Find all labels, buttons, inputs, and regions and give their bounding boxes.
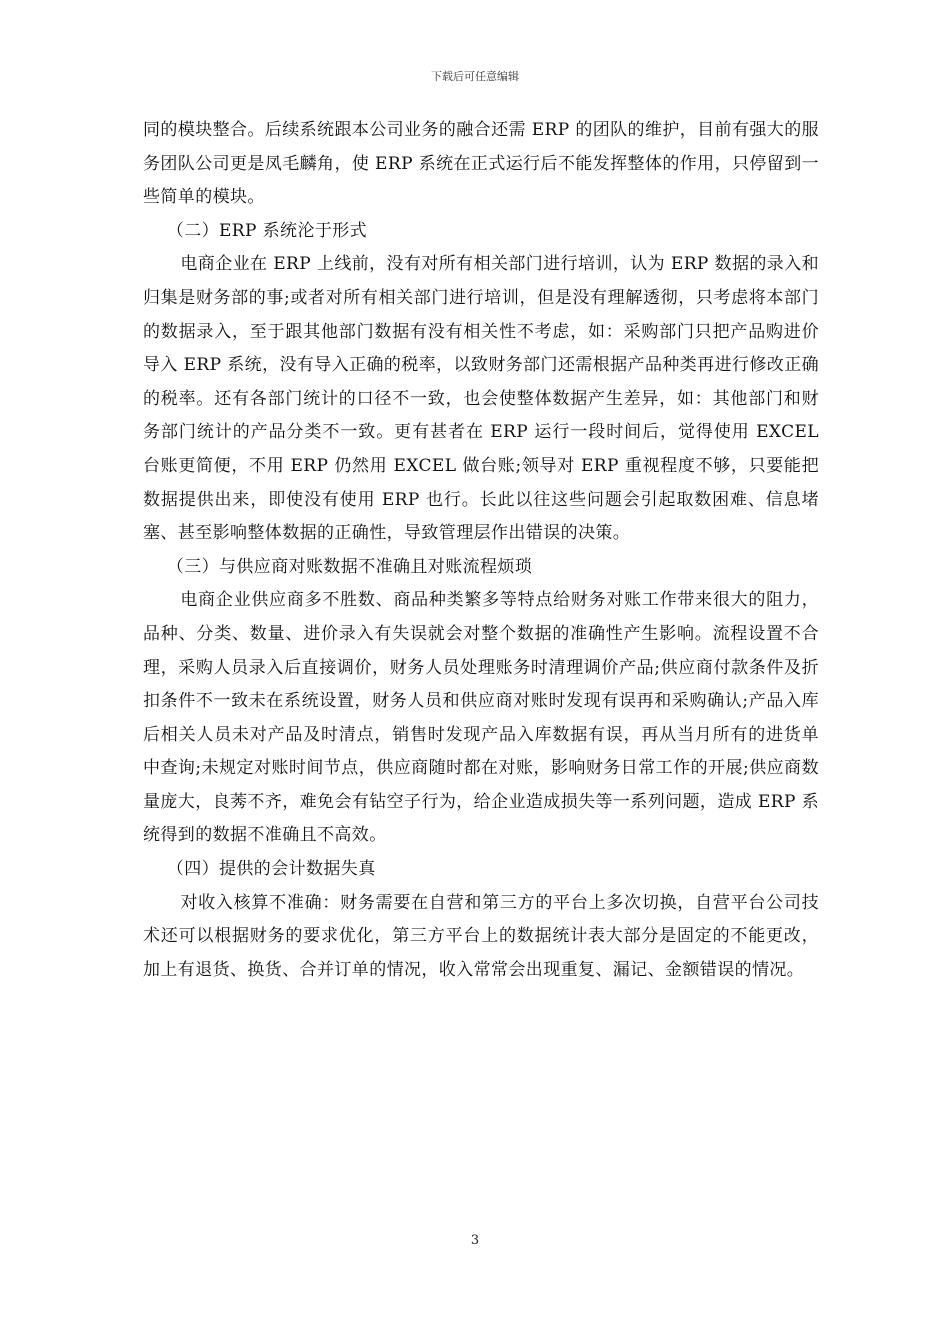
page-header: 下载后可任意编辑 xyxy=(431,70,519,83)
page-number: 3 xyxy=(470,1233,480,1248)
section-heading-2: （二）ERP 系统沦于形式 xyxy=(166,220,368,241)
section-heading-4: （四）提供的会计数据失真 xyxy=(166,859,376,880)
paragraph-supplier-reconciliation: 电商企业供应商多不胜数、商品种类繁多等特点给财务对账工作带来很大的阻力，品种、分类、数量、进价录入有失误就会对整个数据的准确性产生影响。流程设置不合理，采购人员录入后直接调价，财务人员处理账务时清理调价产品;供应商付款条件及折扣条件不一致未在系统设置，财务人员和供应商对账时发现有误再和采购确认;产品入库后相关人员未对产品及时清点，销售时发现产品入库数据有误，再从当月所有的进货单中查询;未规定对账时间节点，供应商随时都在对账，影响财务日常工作的开展;供应商数量庞大，良莠不齐，难免会有钻空子行为，给企业造成损失等一系列问题，造成 ERP 系统得到的数据不准确且不高效。 xyxy=(143,590,819,846)
document-body xyxy=(143,114,819,987)
section-heading-3: （三）与供应商对账数据不准确且对账流程烦琐 xyxy=(166,556,533,577)
paragraph-erp-formality: 电商企业在 ERP 上线前，没有对所有相关部门进行培训，认为 ERP 数据的录入和归集是财务部的事;或者对所有相关部门进行培训，但是没有理解透彻，只考虑将本部门的数据录入，至于跟其他部门数据有没有相关性不考虑，如：采购部门只把产品购进价导入 ERP 系统，没有导入正确的税率，以致财务部门还需根据产品种类再进行修改正确的税率。还有各部门统计的口径不一致，也会使整体数据产生差异，如：其他部门和财务部门统计的产品分类不一致。更有甚者在 ERP 运行一段时间后，觉得使用 EXCEL 台账更简便，不用 ERP 仍然用 EXCEL 做台账;领导对 ERP 重视程度不够，只要能把数据提供出来，即使没有使用 ERP 也行。长此以往这些问题会引起取数困难、信息堵塞、甚至影响整体数据的正确性，导致管理层作出错误的决策。 xyxy=(143,254,819,544)
paragraph-accounting-data: 对收入核算不准确：财务需要在自营和第三方的平台上多次切换，自营平台公司技术还可以根据财务的要求优化，第三方平台上的数据统计表大部分是固定的不能更改，加上有退货、换货、合并订单的情况，收入常常会出现重复、漏记、金额错误的情况。 xyxy=(143,892,819,980)
paragraph-continuation: 同的模块整合。后续系统跟本公司业务的融合还需 ERP 的团队的维护，目前有强大的服务团队公司更是凤毛麟角，使 ERP 系统在正式运行后不能发挥整体的作用，只停留到一些简单的模块。 xyxy=(143,120,819,208)
